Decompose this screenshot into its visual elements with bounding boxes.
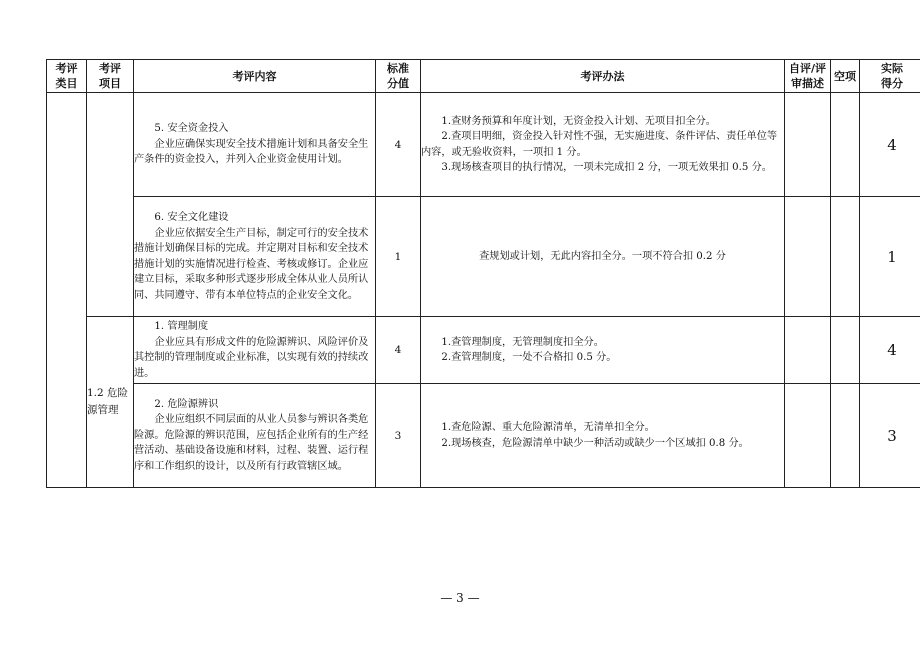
method-cell: 1.查危险源、重大危险源清单，无清单扣全分。 2.现场核查，危险源清单中缺少一种活动或缺少一个区域扣 0.8 分。 — [421, 384, 785, 488]
header-score: 标准 分值 — [376, 60, 421, 93]
table-row — [47, 317, 920, 384]
score-cell: 3 — [376, 384, 421, 488]
header-row — [47, 60, 920, 93]
actual-score-cell: 3 — [860, 384, 920, 488]
header-actual: 实际 得分 — [860, 60, 920, 93]
method-cell: 1.查管理制度，无管理制度扣全分。 2.查管理制度，一处不合格扣 0.5 分。 — [421, 317, 785, 384]
item-group-cell: 1.2 危险源管理 — [87, 317, 134, 488]
content-cell: 6. 安全文化建设 企业应依据安全生产目标，制定可行的安全技术措施计划确保目标的完成。并定期对目标和安全技术措施计划的实施情况进行检查、考核或修订。企业应建立目标，采取多种形式逐步形成全体从业人员所认同、共同遵守、带有本单位特点的企业安全文化。 — [134, 197, 376, 317]
content-cell: 5. 安全资金投入 企业应确保实现安全技术措施计划和具备安全生产条件的资金投入，并列入企业资金使用计划。 — [134, 93, 376, 197]
category-cell — [47, 93, 87, 488]
table-row — [47, 384, 920, 488]
header-item: 考评 项目 — [87, 60, 134, 93]
score-cell: 1 — [376, 197, 421, 317]
table-row — [47, 197, 920, 317]
content-cell: 1. 管理制度 企业应具有形成文件的危险源辨识、风险评价及其控制的管理制度或企业标准，以实现有效的持续改进。 — [134, 317, 376, 384]
self-review-cell — [785, 197, 831, 317]
self-review-cell — [785, 93, 831, 197]
blank-cell — [831, 93, 860, 197]
table-row — [47, 93, 920, 197]
blank-cell — [831, 197, 860, 317]
method-cell: 1.查财务预算和年度计划，无资金投入计划、无项目扣全分。 2.查项目明细，资金投入针对性不强，无实施进度、条件评估、责任单位等内容，或无验收资料，一项扣 1 分。 3.现场核查项目的执行情况，一项未完成扣 2 分，一项无效果扣 0.5 分。 — [421, 93, 785, 197]
method-cell: 查规划或计划，无此内容扣全分。一项不符合扣 0.2 分 — [421, 197, 785, 317]
self-review-cell — [785, 384, 831, 488]
header-blank: 空项 — [831, 60, 860, 93]
evaluation-table — [46, 59, 920, 488]
actual-score-cell: 1 — [860, 197, 920, 317]
header-category: 考评 类目 — [47, 60, 87, 93]
actual-score-cell: 4 — [860, 93, 920, 197]
self-review-cell — [785, 317, 831, 384]
header-content: 考评内容 — [134, 60, 376, 93]
score-cell: 4 — [376, 317, 421, 384]
item-cell — [87, 93, 134, 317]
header-self-review: 自评/评 审描述 — [785, 60, 831, 93]
score-cell: 4 — [376, 93, 421, 197]
page-number: — 3 — — [440, 591, 480, 605]
actual-score-cell: 4 — [860, 317, 920, 384]
header-method: 考评办法 — [421, 60, 785, 93]
content-cell: 2. 危险源辨识 企业应组织不同层面的从业人员参与辨识各类危险源。危险源的辨识范围，应包括企业所有的生产经营活动、基础设备设施和材料，过程、装置、运行程序和工作组织的设计，以及所有行政管辖区域。 — [134, 384, 376, 488]
blank-cell — [831, 384, 860, 488]
blank-cell — [831, 317, 860, 384]
